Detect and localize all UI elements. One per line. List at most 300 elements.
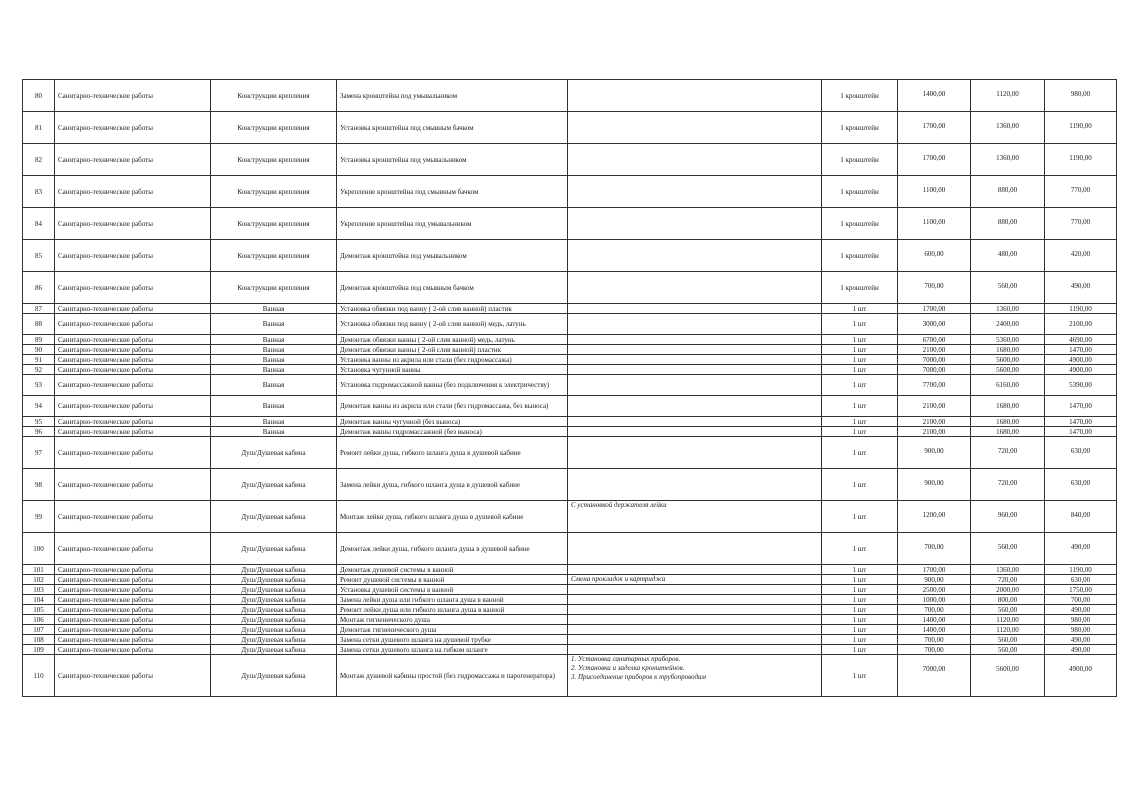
row-category: Санитарно-технические работы — [55, 655, 211, 697]
row-number: 110 — [23, 655, 55, 697]
row-unit: 1 кронштейн — [822, 112, 898, 144]
row-number: 103 — [23, 585, 55, 595]
row-category: Санитарно-технические работы — [55, 365, 211, 375]
table-row — [23, 80, 1117, 112]
row-category: Санитарно-технические работы — [55, 355, 211, 365]
row-unit: 1 шт — [822, 417, 898, 427]
row-category: Санитарно-технические работы — [55, 595, 211, 605]
table-row — [23, 272, 1117, 304]
table-row — [23, 375, 1117, 396]
row-subcategory: Душ/Душевая кабина — [211, 565, 337, 575]
row-price-3: 1470,00 — [1045, 417, 1117, 427]
row-subcategory: Душ/Душевая кабина — [211, 615, 337, 625]
row-unit: 1 шт — [822, 615, 898, 625]
row-category: Санитарно-технические работы — [55, 375, 211, 396]
row-price-3: 630,00 — [1045, 469, 1117, 501]
row-price-1: 7000,00 — [898, 355, 971, 365]
row-unit: 1 шт — [822, 585, 898, 595]
row-price-2: 560,00 — [971, 635, 1045, 645]
row-unit: 1 шт — [822, 645, 898, 655]
row-price-1: 1700,00 — [898, 565, 971, 575]
row-note — [568, 469, 822, 501]
table-row — [23, 565, 1117, 575]
row-subcategory: Душ/Душевая кабина — [211, 645, 337, 655]
row-price-3: 1470,00 — [1045, 396, 1117, 417]
row-price-1: 1400,00 — [898, 625, 971, 635]
row-unit: 1 кронштейн — [822, 176, 898, 208]
row-price-3: 1470,00 — [1045, 345, 1117, 355]
row-work-description: Укрепление кронштейна под смывным бачком — [337, 176, 568, 208]
row-price-1: 700,00 — [898, 533, 971, 565]
row-note — [568, 240, 822, 272]
row-subcategory: Ванная — [211, 345, 337, 355]
row-note — [568, 635, 822, 645]
row-category: Санитарно-технические работы — [55, 565, 211, 575]
row-price-2: 560,00 — [971, 272, 1045, 304]
row-price-2: 880,00 — [971, 176, 1045, 208]
row-category: Санитарно-технические работы — [55, 437, 211, 469]
row-note — [568, 144, 822, 176]
row-price-1: 7000,00 — [898, 365, 971, 375]
row-category: Санитарно-технические работы — [55, 208, 211, 240]
row-subcategory: Ванная — [211, 365, 337, 375]
row-subcategory: Душ/Душевая кабина — [211, 635, 337, 645]
row-work-description: Установка обвязки под ванну ( 2-ой слив ванной) пластик — [337, 304, 568, 314]
row-work-description: Демонтаж обвязки ванны ( 2-ой слив ванной) пластик — [337, 345, 568, 355]
row-price-3: 1750,00 — [1045, 585, 1117, 595]
row-price-2: 1360,00 — [971, 565, 1045, 575]
row-work-description: Демонтаж кронштейна под умывальником — [337, 240, 568, 272]
row-price-2: 960,00 — [971, 501, 1045, 533]
row-note — [568, 585, 822, 595]
row-price-1: 6700,00 — [898, 335, 971, 345]
row-price-3: 4900,00 — [1045, 655, 1117, 697]
table-row — [23, 655, 1117, 697]
row-work-description: Ремонт душевой системы в ванной — [337, 575, 568, 585]
row-note: С установкой держателя лейки — [568, 501, 822, 533]
row-category: Санитарно-технические работы — [55, 625, 211, 635]
row-note — [568, 417, 822, 427]
row-category: Санитарно-технические работы — [55, 80, 211, 112]
table-row — [23, 345, 1117, 355]
row-note — [568, 176, 822, 208]
row-subcategory: Душ/Душевая кабина — [211, 575, 337, 585]
row-category: Санитарно-технические работы — [55, 585, 211, 595]
row-price-1: 7000,00 — [898, 655, 971, 697]
row-number: 86 — [23, 272, 55, 304]
row-unit: 1 кронштейн — [822, 240, 898, 272]
row-unit: 1 шт — [822, 355, 898, 365]
row-number: 98 — [23, 469, 55, 501]
row-price-3: 1470,00 — [1045, 427, 1117, 437]
table-row — [23, 396, 1117, 417]
row-note — [568, 112, 822, 144]
row-category: Санитарно-технические работы — [55, 112, 211, 144]
row-unit: 1 кронштейн — [822, 144, 898, 176]
row-number: 83 — [23, 176, 55, 208]
row-note — [568, 345, 822, 355]
row-subcategory: Конструкции крепления — [211, 240, 337, 272]
row-price-3: 4900,00 — [1045, 365, 1117, 375]
row-price-3: 420,00 — [1045, 240, 1117, 272]
row-number: 93 — [23, 375, 55, 396]
table-row — [23, 208, 1117, 240]
table-row — [23, 144, 1117, 176]
row-subcategory: Ванная — [211, 335, 337, 345]
row-note — [568, 437, 822, 469]
row-work-description: Замена кронштейна под умывальником — [337, 80, 568, 112]
table-row — [23, 335, 1117, 345]
row-unit: 1 шт — [822, 469, 898, 501]
row-price-2: 1680,00 — [971, 417, 1045, 427]
row-price-3: 1190,00 — [1045, 112, 1117, 144]
row-price-1: 1400,00 — [898, 615, 971, 625]
row-category: Санитарно-технические работы — [55, 615, 211, 625]
row-price-2: 1680,00 — [971, 427, 1045, 437]
row-note — [568, 605, 822, 615]
table-row — [23, 304, 1117, 314]
row-category: Санитарно-технические работы — [55, 304, 211, 314]
row-number: 87 — [23, 304, 55, 314]
row-work-description: Замена лейки душа или гибкого шланга душа в ванной — [337, 595, 568, 605]
table-row — [23, 501, 1117, 533]
row-price-2: 5600,00 — [971, 655, 1045, 697]
table-row — [23, 625, 1117, 635]
row-subcategory: Конструкции крепления — [211, 80, 337, 112]
row-subcategory: Ванная — [211, 314, 337, 335]
row-work-description: Замена сетки душевого шланга на гибком шланге — [337, 645, 568, 655]
row-work-description: Монтаж душевой кабины простой (без гидромассажа и парогенератора) — [337, 655, 568, 697]
price-table — [22, 79, 1117, 697]
row-number: 84 — [23, 208, 55, 240]
row-note — [568, 314, 822, 335]
row-number: 90 — [23, 345, 55, 355]
row-work-description: Установка кронштейна под умывальником — [337, 144, 568, 176]
row-price-3: 490,00 — [1045, 533, 1117, 565]
row-work-description: Установка душевой системы в ванной — [337, 585, 568, 595]
row-price-3: 630,00 — [1045, 575, 1117, 585]
table-row — [23, 585, 1117, 595]
row-number: 104 — [23, 595, 55, 605]
row-note — [568, 533, 822, 565]
row-price-1: 1400,00 — [898, 80, 971, 112]
row-category: Санитарно-технические работы — [55, 501, 211, 533]
row-number: 94 — [23, 396, 55, 417]
row-subcategory: Душ/Душевая кабина — [211, 605, 337, 615]
row-price-1: 1100,00 — [898, 208, 971, 240]
row-price-1: 900,00 — [898, 437, 971, 469]
row-category: Санитарно-технические работы — [55, 314, 211, 335]
row-subcategory: Конструкции крепления — [211, 112, 337, 144]
row-price-3: 770,00 — [1045, 176, 1117, 208]
row-work-description: Установка обвязки под ванну ( 2-ой слив ванной) медь, латунь — [337, 314, 568, 335]
row-number: 101 — [23, 565, 55, 575]
table-row — [23, 417, 1117, 427]
row-subcategory: Конструкции крепления — [211, 272, 337, 304]
row-subcategory: Конструкции крепления — [211, 176, 337, 208]
row-unit: 1 кронштейн — [822, 208, 898, 240]
row-category: Санитарно-технические работы — [55, 533, 211, 565]
row-work-description: Демонтаж ванны гидромассажной (без выноса) — [337, 427, 568, 437]
row-unit: 1 шт — [822, 396, 898, 417]
note-line: 2. Установка и заделка кронштейнов. — [571, 664, 685, 672]
row-price-3: 980,00 — [1045, 625, 1117, 635]
row-price-2: 560,00 — [971, 605, 1045, 615]
row-price-1: 7700,00 — [898, 375, 971, 396]
row-work-description: Установка кронштейна под смывным бачком — [337, 112, 568, 144]
table-row — [23, 112, 1117, 144]
row-unit: 1 шт — [822, 335, 898, 345]
row-note — [568, 427, 822, 437]
row-price-1: 700,00 — [898, 605, 971, 615]
row-number: 102 — [23, 575, 55, 585]
row-unit: 1 шт — [822, 533, 898, 565]
row-number: 105 — [23, 605, 55, 615]
row-category: Санитарно-технические работы — [55, 272, 211, 304]
row-price-2: 1680,00 — [971, 396, 1045, 417]
note-line: 3. Присоединение приборов к трубопроводам — [571, 673, 706, 681]
table-row — [23, 533, 1117, 565]
row-subcategory: Душ/Душевая кабина — [211, 533, 337, 565]
row-number: 88 — [23, 314, 55, 335]
row-price-2: 1360,00 — [971, 144, 1045, 176]
row-price-2: 2400,00 — [971, 314, 1045, 335]
row-price-1: 600,00 — [898, 240, 971, 272]
row-unit: 1 шт — [822, 314, 898, 335]
row-category: Санитарно-технические работы — [55, 176, 211, 208]
row-work-description: Демонтаж обвязки ванны ( 2-ой слив ванной) медь, латунь — [337, 335, 568, 345]
row-price-2: 560,00 — [971, 645, 1045, 655]
row-price-3: 980,00 — [1045, 615, 1117, 625]
row-subcategory: Ванная — [211, 396, 337, 417]
row-category: Санитарно-технические работы — [55, 240, 211, 272]
row-price-2: 880,00 — [971, 208, 1045, 240]
row-price-3: 490,00 — [1045, 272, 1117, 304]
row-work-description: Установка гидромассажной ванны (без подключения к электричеству) — [337, 375, 568, 396]
row-unit: 1 шт — [822, 437, 898, 469]
table-row — [23, 240, 1117, 272]
row-number: 107 — [23, 625, 55, 635]
row-category: Санитарно-технические работы — [55, 144, 211, 176]
row-category: Санитарно-технические работы — [55, 417, 211, 427]
row-note — [568, 655, 822, 697]
row-number: 91 — [23, 355, 55, 365]
row-number: 81 — [23, 112, 55, 144]
row-subcategory: Ванная — [211, 355, 337, 365]
table-row — [23, 176, 1117, 208]
row-category: Санитарно-технические работы — [55, 645, 211, 655]
table-row — [23, 645, 1117, 655]
table-row — [23, 575, 1117, 585]
row-price-2: 560,00 — [971, 533, 1045, 565]
row-number: 96 — [23, 427, 55, 437]
row-unit: 1 шт — [822, 625, 898, 635]
row-work-description: Демонтаж кронштейна под смывным бачком — [337, 272, 568, 304]
row-note — [568, 625, 822, 635]
row-number: 99 — [23, 501, 55, 533]
table-row — [23, 314, 1117, 335]
row-number: 95 — [23, 417, 55, 427]
row-price-2: 720,00 — [971, 469, 1045, 501]
row-unit: 1 шт — [822, 345, 898, 355]
row-subcategory: Душ/Душевая кабина — [211, 469, 337, 501]
row-category: Санитарно-технические работы — [55, 469, 211, 501]
row-price-3: 490,00 — [1045, 635, 1117, 645]
row-number: 109 — [23, 645, 55, 655]
table-row — [23, 469, 1117, 501]
row-price-3: 980,00 — [1045, 80, 1117, 112]
row-unit: 1 шт — [822, 565, 898, 575]
row-category: Санитарно-технические работы — [55, 335, 211, 345]
row-price-1: 2100,00 — [898, 417, 971, 427]
row-price-3: 1190,00 — [1045, 144, 1117, 176]
row-number: 106 — [23, 615, 55, 625]
row-subcategory: Душ/Душевая кабина — [211, 585, 337, 595]
row-subcategory: Душ/Душевая кабина — [211, 437, 337, 469]
table-row — [23, 605, 1117, 615]
row-work-description: Монтаж лейки душа, гибкого шланга душа в душевой кабине — [337, 501, 568, 533]
row-note — [568, 365, 822, 375]
row-price-2: 2000,00 — [971, 585, 1045, 595]
row-note — [568, 595, 822, 605]
row-subcategory: Душ/Душевая кабина — [211, 501, 337, 533]
row-work-description: Демонтаж душевой системы в ванной — [337, 565, 568, 575]
row-price-3: 4690,00 — [1045, 335, 1117, 345]
row-work-description: Укрепление кронштейна под умывальником — [337, 208, 568, 240]
row-note — [568, 208, 822, 240]
row-note — [568, 396, 822, 417]
row-price-1: 1200,00 — [898, 501, 971, 533]
row-price-3: 490,00 — [1045, 645, 1117, 655]
row-subcategory: Ванная — [211, 417, 337, 427]
row-note — [568, 272, 822, 304]
row-price-2: 6160,00 — [971, 375, 1045, 396]
row-price-1: 700,00 — [898, 645, 971, 655]
row-note — [568, 565, 822, 575]
row-unit: 1 кронштейн — [822, 80, 898, 112]
row-price-1: 700,00 — [898, 635, 971, 645]
row-work-description: Ремонт лейки душа, гибкого шланга душа в душевой кабине — [337, 437, 568, 469]
row-price-2: 800,00 — [971, 595, 1045, 605]
row-price-1: 900,00 — [898, 575, 971, 585]
note-line: 1. Установка санитарных приборов. — [571, 655, 681, 663]
row-price-1: 700,00 — [898, 272, 971, 304]
row-work-description: Замена сетки душевого шланга на душевой трубке — [337, 635, 568, 645]
row-price-1: 2100,00 — [898, 427, 971, 437]
row-price-1: 900,00 — [898, 469, 971, 501]
table-row — [23, 365, 1117, 375]
row-price-1: 3000,00 — [898, 314, 971, 335]
row-unit: 1 шт — [822, 501, 898, 533]
row-category: Санитарно-технические работы — [55, 635, 211, 645]
row-work-description: Демонтаж ванны из акрила или стали (без гидромассажа, без выноса) — [337, 396, 568, 417]
row-price-3: 490,00 — [1045, 605, 1117, 615]
row-note — [568, 355, 822, 365]
row-unit: 1 шт — [822, 365, 898, 375]
row-work-description: Демонтаж гигиенического душа — [337, 625, 568, 635]
row-number: 100 — [23, 533, 55, 565]
row-work-description: Замена лейки душа, гибкого шланга душа в душевой кабине — [337, 469, 568, 501]
row-note — [568, 80, 822, 112]
row-price-2: 1360,00 — [971, 304, 1045, 314]
row-work-description: Ремонт лейки душа или гибкого шланга душа в ванной — [337, 605, 568, 615]
row-work-description: Демонтаж лейки душа, гибкого шланга душа в душевой кабине — [337, 533, 568, 565]
row-note — [568, 645, 822, 655]
row-subcategory: Ванная — [211, 427, 337, 437]
row-price-2: 1120,00 — [971, 80, 1045, 112]
row-price-3: 700,00 — [1045, 595, 1117, 605]
row-number: 108 — [23, 635, 55, 645]
row-number: 97 — [23, 437, 55, 469]
row-subcategory: Душ/Душевая кабина — [211, 625, 337, 635]
row-unit: 1 шт — [822, 635, 898, 645]
row-number: 89 — [23, 335, 55, 345]
row-subcategory: Конструкции крепления — [211, 144, 337, 176]
table-row — [23, 427, 1117, 437]
row-note: Смена прокладок и картриджа — [568, 575, 822, 585]
row-work-description: Монтаж гигиенического душа — [337, 615, 568, 625]
row-price-1: 1700,00 — [898, 304, 971, 314]
table-row — [23, 437, 1117, 469]
row-price-1: 1000,00 — [898, 595, 971, 605]
row-price-2: 480,00 — [971, 240, 1045, 272]
row-category: Санитарно-технические работы — [55, 575, 211, 585]
row-price-2: 1120,00 — [971, 615, 1045, 625]
row-subcategory: Душ/Душевая кабина — [211, 655, 337, 697]
row-price-1: 2100,00 — [898, 396, 971, 417]
row-price-3: 840,00 — [1045, 501, 1117, 533]
row-price-1: 2100,00 — [898, 345, 971, 355]
row-price-2: 1120,00 — [971, 625, 1045, 635]
row-category: Санитарно-технические работы — [55, 345, 211, 355]
row-price-3: 5390,00 — [1045, 375, 1117, 396]
row-subcategory: Душ/Душевая кабина — [211, 595, 337, 605]
row-category: Санитарно-технические работы — [55, 605, 211, 615]
row-unit: 1 шт — [822, 595, 898, 605]
row-number: 80 — [23, 80, 55, 112]
row-unit: 1 кронштейн — [822, 272, 898, 304]
row-note — [568, 375, 822, 396]
row-number: 92 — [23, 365, 55, 375]
table-row — [23, 615, 1117, 625]
row-work-description: Демонтаж ванны чугунной (без выноса) — [337, 417, 568, 427]
table-row — [23, 355, 1117, 365]
row-category: Санитарно-технические работы — [55, 427, 211, 437]
row-price-1: 1700,00 — [898, 112, 971, 144]
row-note — [568, 304, 822, 314]
row-price-2: 1680,00 — [971, 345, 1045, 355]
row-price-3: 4900,00 — [1045, 355, 1117, 365]
row-unit: 1 шт — [822, 304, 898, 314]
row-price-3: 630,00 — [1045, 437, 1117, 469]
row-subcategory: Ванная — [211, 304, 337, 314]
row-price-3: 770,00 — [1045, 208, 1117, 240]
table-row — [23, 635, 1117, 645]
row-number: 85 — [23, 240, 55, 272]
row-subcategory: Ванная — [211, 375, 337, 396]
row-price-2: 5600,00 — [971, 365, 1045, 375]
row-work-description: Установка ванны из акрила или стали (без гидромассажа) — [337, 355, 568, 365]
row-price-1: 1700,00 — [898, 144, 971, 176]
row-number: 82 — [23, 144, 55, 176]
row-unit: 1 шт — [822, 655, 898, 697]
row-price-1: 2500,00 — [898, 585, 971, 595]
row-price-2: 720,00 — [971, 575, 1045, 585]
row-price-3: 1190,00 — [1045, 565, 1117, 575]
row-price-2: 1360,00 — [971, 112, 1045, 144]
row-category: Санитарно-технические работы — [55, 396, 211, 417]
row-note — [568, 615, 822, 625]
